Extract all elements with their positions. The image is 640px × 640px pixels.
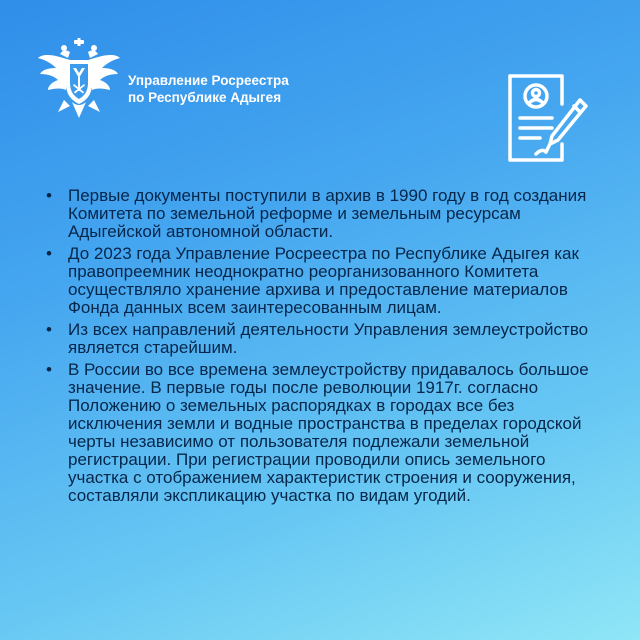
list-item xyxy=(46,361,606,505)
rosreestr-eagle-emblem-icon xyxy=(36,38,122,122)
organization-name-line2: по Республике Адыгея xyxy=(128,90,282,105)
organization-name-line1: Управление Росреестра xyxy=(128,73,289,88)
list-item-text: Из всех направлений деятельности Управления землеустройство является старейшим. xyxy=(68,320,589,357)
list-item-text: До 2023 года Управление Росреестра по Республике Адыгея как правопреемник неоднократно реорганизованного Комитета осуществляло хранение архива и предоставление материалов Фонда данных всем заинтересованным лицам. xyxy=(68,244,579,317)
info-bullet-list xyxy=(46,187,606,509)
list-item xyxy=(46,245,606,317)
list-item xyxy=(46,187,606,241)
organization-name xyxy=(128,72,289,106)
document-with-pen-icon xyxy=(496,70,592,170)
list-item-text: В России во все времена землеустройству придавалось большое значение. В первые годы после революции 1917г. согласно Положению о земельных распорядках в городах все без исключения земли и водные пространства в пределах городской черты независимо от пользователя подлежали земельной регистрации. При регистрации проводили опись земельного участка с отображением характеристик строения и сооружения, составляли экспликацию участка по видам угодий. xyxy=(68,360,589,505)
bullet-dot-icon: • xyxy=(46,360,52,379)
bullet-dot-icon: • xyxy=(46,186,52,205)
list-item xyxy=(46,321,606,357)
bullet-dot-icon: • xyxy=(46,244,52,263)
bullet-dot-icon: • xyxy=(46,320,52,339)
list-item-text: Первые документы поступили в архив в 1990 году в год создания Комитета по земельной реформе и земельным ресурсам Адыгейской автономной области. xyxy=(68,186,587,241)
